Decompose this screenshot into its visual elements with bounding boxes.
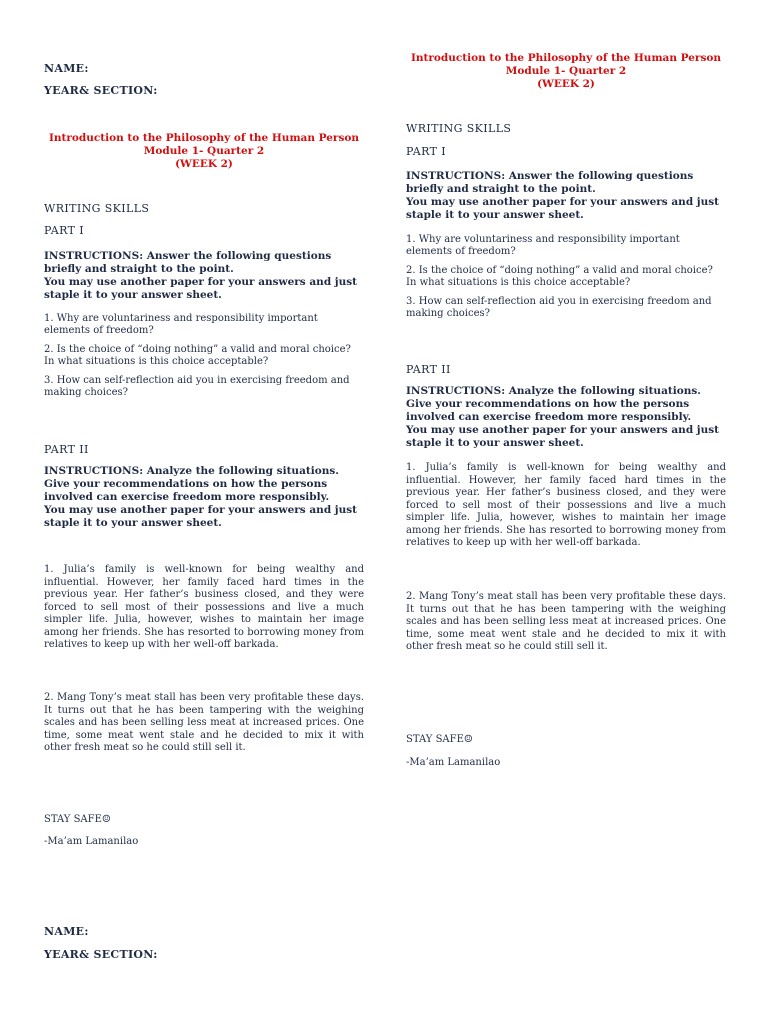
question-3: 3. How can self-reflection aid you in exercising freedom and making choices? [44,375,350,398]
title-line-3: (WEEK 2) [175,158,233,170]
stay-safe-text-right: STAY SAFE☺ [406,734,473,745]
part-1-paper-note-right: You may use another paper for your answers and just staple it to your answer sheet. [406,196,720,221]
part-2-instruction-text: INSTRUCTIONS: Analyze the following situations. Give your recommendations on how the persons involved can exercise freedom more responsibly. [44,465,339,503]
title-line-2-right: Module 1- Quarter 2 [505,65,627,77]
part-1-heading-right: PART I [406,145,447,158]
year-section-label-bottom: YEAR& SECTION: [44,948,158,961]
part-1-heading: PART I [44,224,85,237]
name-label: NAME: [44,62,89,75]
part-2-heading-right: PART II [406,363,451,376]
part-2-instructions-right [406,385,726,450]
question-2: 2. Is the choice of “doing nothing” a valid and moral choice? In what situations is this choice acceptable? [44,344,351,367]
situation-1: 1. Julia’s family is well-known for being wealthy and influential. However, her family faced hard times in the previous year. Her father’s business closed, and they were forced to sell most of their possessions and live a much simpler life. Julia, however, wishes to maintain her image among her friends. She has resorted to borrowing money from relatives to keep up with her well-off barkada. [44,564,364,650]
part-2-heading: PART II [44,443,89,456]
stay-safe-text: STAY SAFE☺ [44,814,111,825]
situation-2: 2. Mang Tony’s meat stall has been very profitable these days. It turns out that he has been tampering with the weighing scales and has been selling less meat at increased prices. One time, some meat went stale and he decided to mix it with other fresh meat so he could still sell it. [44,692,364,753]
teacher-signature-right: -Ma’am Lamanilao [406,757,501,768]
situation-1-right: 1. Julia’s family is well-known for being wealthy and influential. However, her family faced hard times in the previous year. Her father’s business closed, and they were forced to sell most of their possessions and live a much simpler life. Julia, however, wishes to maintain her image among her friends. She has resorted to borrowing money from relatives to keep up with her well-off barkada. [406,462,726,548]
part-1-instruction-text-right: INSTRUCTIONS: Answer the following questions briefly and straight to the point. [406,170,694,195]
title-line-2: Module 1- Quarter 2 [143,145,265,157]
part-2-paper-note-right: You may use another paper for your answers and just staple it to your answer sheet. [406,424,720,449]
title-line-1: Introduction to the Philosophy of the Human Person [48,132,360,144]
title-line-1-right: Introduction to the Philosophy of the Human Person [410,52,722,64]
part-1-questions-right [406,234,726,327]
part-1-questions [44,313,364,406]
part-2-instructions [44,465,364,530]
question-1-right: 1. Why are voluntariness and responsibility important elements of freedom? [406,234,680,257]
part-2-paper-note: You may use another paper for your answers and just staple it to your answer sheet. [44,504,358,529]
part-1-paper-note: You may use another paper for your answers and just staple it to your answer sheet. [44,276,358,301]
question-1: 1. Why are voluntariness and responsibility important elements of freedom? [44,313,318,336]
part-1-instruction-text: INSTRUCTIONS: Answer the following questions briefly and straight to the point. [44,250,332,275]
teacher-signature: -Ma’am Lamanilao [44,836,139,847]
year-section-label: YEAR& SECTION: [44,84,158,97]
title-line-3-right: (WEEK 2) [537,78,595,90]
part-2-instruction-text-right: INSTRUCTIONS: Analyze the following situations. Give your recommendations on how the persons involved can exercise freedom more responsibly. [406,385,701,423]
module-title [44,132,364,171]
writing-skills-heading: WRITING SKILLS [44,202,150,215]
module-title-right [406,52,726,91]
part-1-instructions-right [406,170,726,222]
question-3-right: 3. How can self-reflection aid you in exercising freedom and making choices? [406,296,712,319]
part-1-instructions [44,250,364,302]
question-2-right: 2. Is the choice of “doing nothing” a valid and moral choice? In what situations is this choice acceptable? [406,265,713,288]
name-label-bottom: NAME: [44,925,89,938]
situation-2-right: 2. Mang Tony’s meat stall has been very profitable these days. It turns out that he has been tampering with the weighing scales and has been selling less meat at increased prices. One time, some meat went stale and he decided to mix it with other fresh meat so he could still sell it. [406,591,726,652]
writing-skills-heading-right: WRITING SKILLS [406,122,512,135]
